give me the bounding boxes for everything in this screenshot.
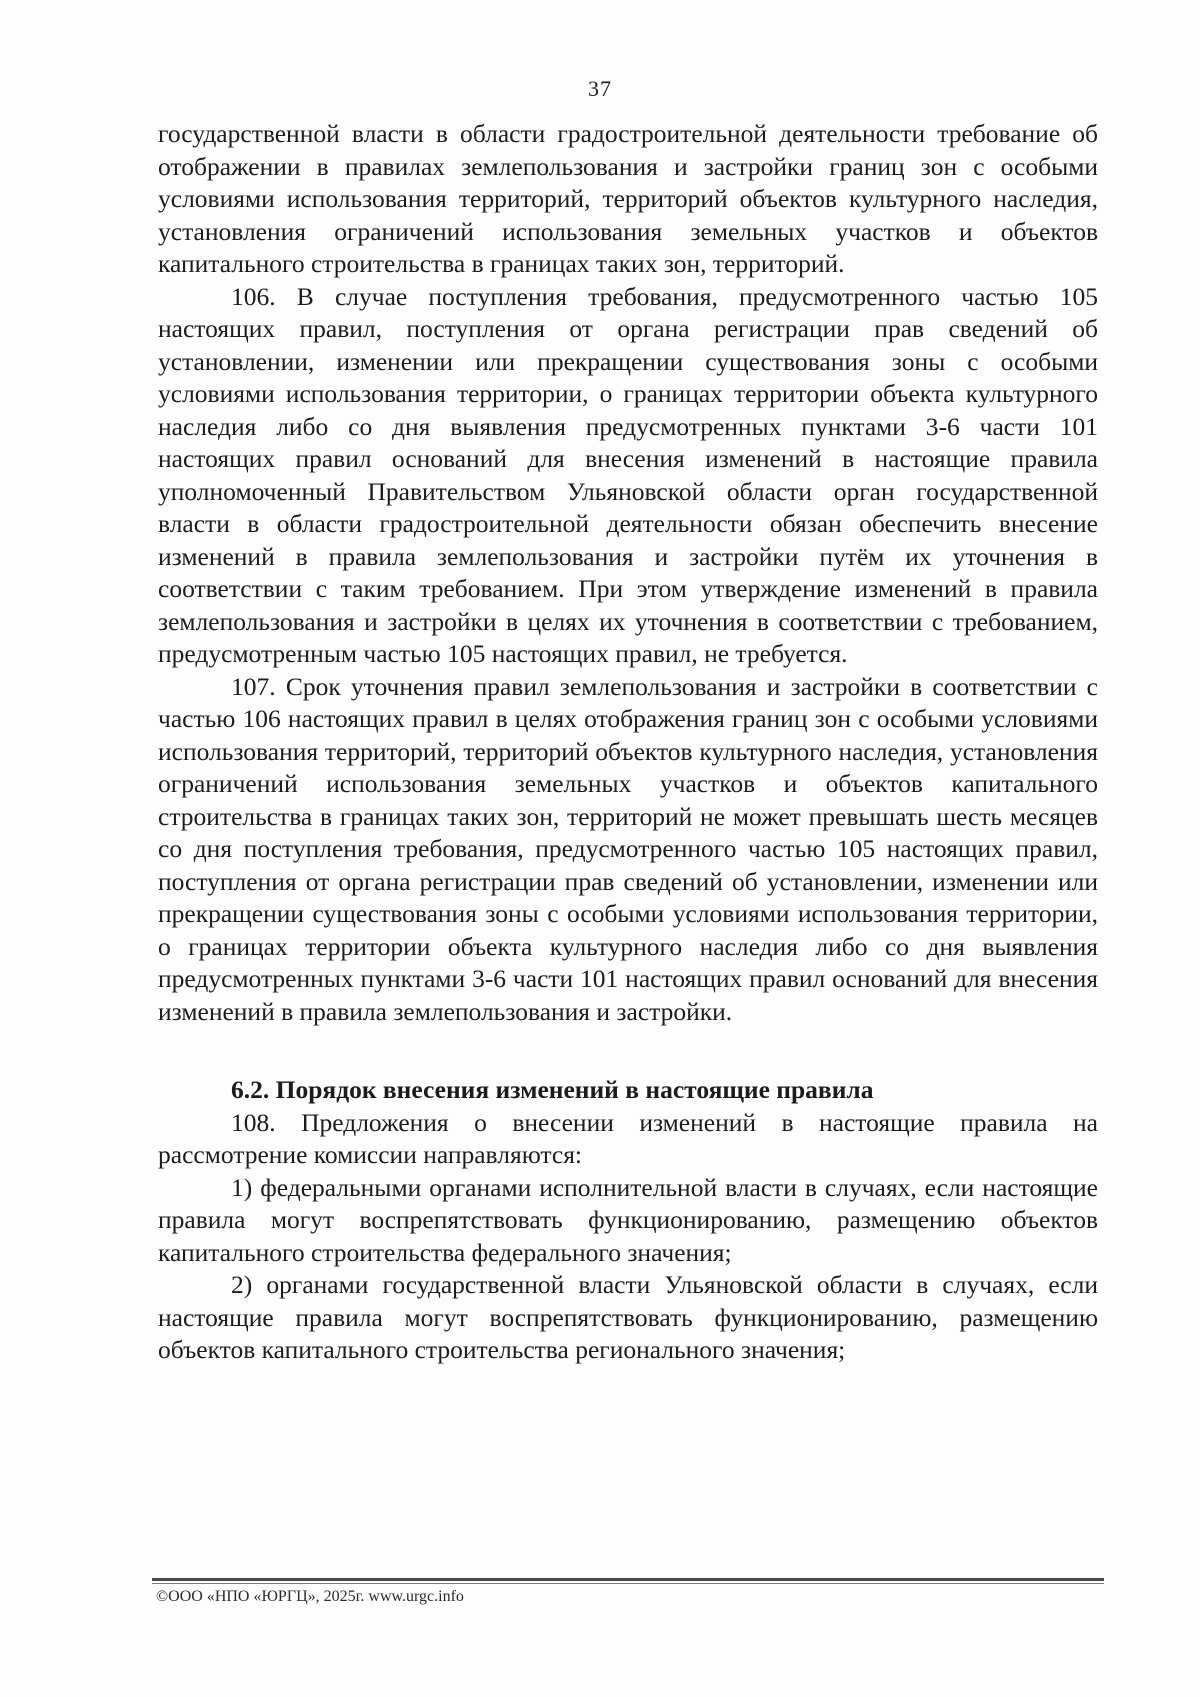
list-item-2: 2) органами государственной власти Ульяновской области в случаях, если настоящие правила могут воспрепятствовать функционированию, размещению объектов капитального строительства регионального значения; — [158, 1270, 1098, 1364]
paragraph-107: 107. Срок уточнения правил землепользования и застройки в соответствии с частью 106 настоящих правил в целях отображения границ зон с особыми условиями использования территорий, территорий объектов культурного наследия, установления ограничений использования земельных участков и объектов капитального строительства в границах таких зон, территорий не может превышать шесть месяцев со дня поступления требования, предусмотренного частью 105 настоящих правил, поступления от органа регистрации прав сведений об установлении, изменении или прекращении существования зоны с особыми условиями использования территории, о границах территории объекта культурного наследия либо со дня выявления предусмотренных пунктами 3-6 части 101 настоящих правил оснований для внесения изменений в правила землепользования и застройки. — [158, 671, 1098, 1026]
footer-divider-thin — [152, 1583, 1104, 1584]
page-number: 37 — [588, 76, 612, 101]
paragraph-continuation: государственной власти в области градостроительной деятельности требование об отображении в правилах землепользования и застройки границ зон с особыми условиями использования территорий, территорий объектов культурного наследия, установления ограничений использования земельных участков и объектов капитального строительства в границах таких зон, территорий. — [158, 119, 1098, 278]
footer-divider — [152, 1578, 1104, 1581]
list-item-1: 1) федеральными органами исполнительной власти в случаях, если настоящие правила могут воспрепятствовать функционированию, размещению объектов капитального строительства федерального значения; — [158, 1172, 1098, 1267]
paragraph-106: 106. В случае поступления требования, предусмотренного частью 105 настоящих правил, поступления от органа регистрации прав сведений об установлении, изменении или прекращении существования зоны с особыми условиями использования территории, о границах территории объекта культурного наследия либо со дня выявления предусмотренных пунктами 3-6 части 101 настоящих правил оснований для внесения изменений в настоящие правила уполномоченный Правительством Ульяновской области орган государственной власти в области градостроительной деятельности обязан обеспечить внесение изменений в правила землепользования и застройки путём их уточнения в соответствии с таким требованием. При этом утверждение изменений в правила землепользования и застройки в целях их уточнения в соответствии с требованием, предусмотренным частью 105 настоящих правил, не требуется. — [158, 281, 1098, 668]
paragraph-108: 108. Предложения о внесении изменений в настоящие правила на рассмотрение комиссии направляются: — [158, 1107, 1098, 1169]
footer-copyright: ©ООО «НПО «ЮРГЦ», 2025г. www.urgc.info — [156, 1588, 464, 1605]
document-body — [158, 118, 1098, 1367]
section-title: 6.2. Порядок внесения изменений в настоящие правила — [231, 1075, 874, 1104]
